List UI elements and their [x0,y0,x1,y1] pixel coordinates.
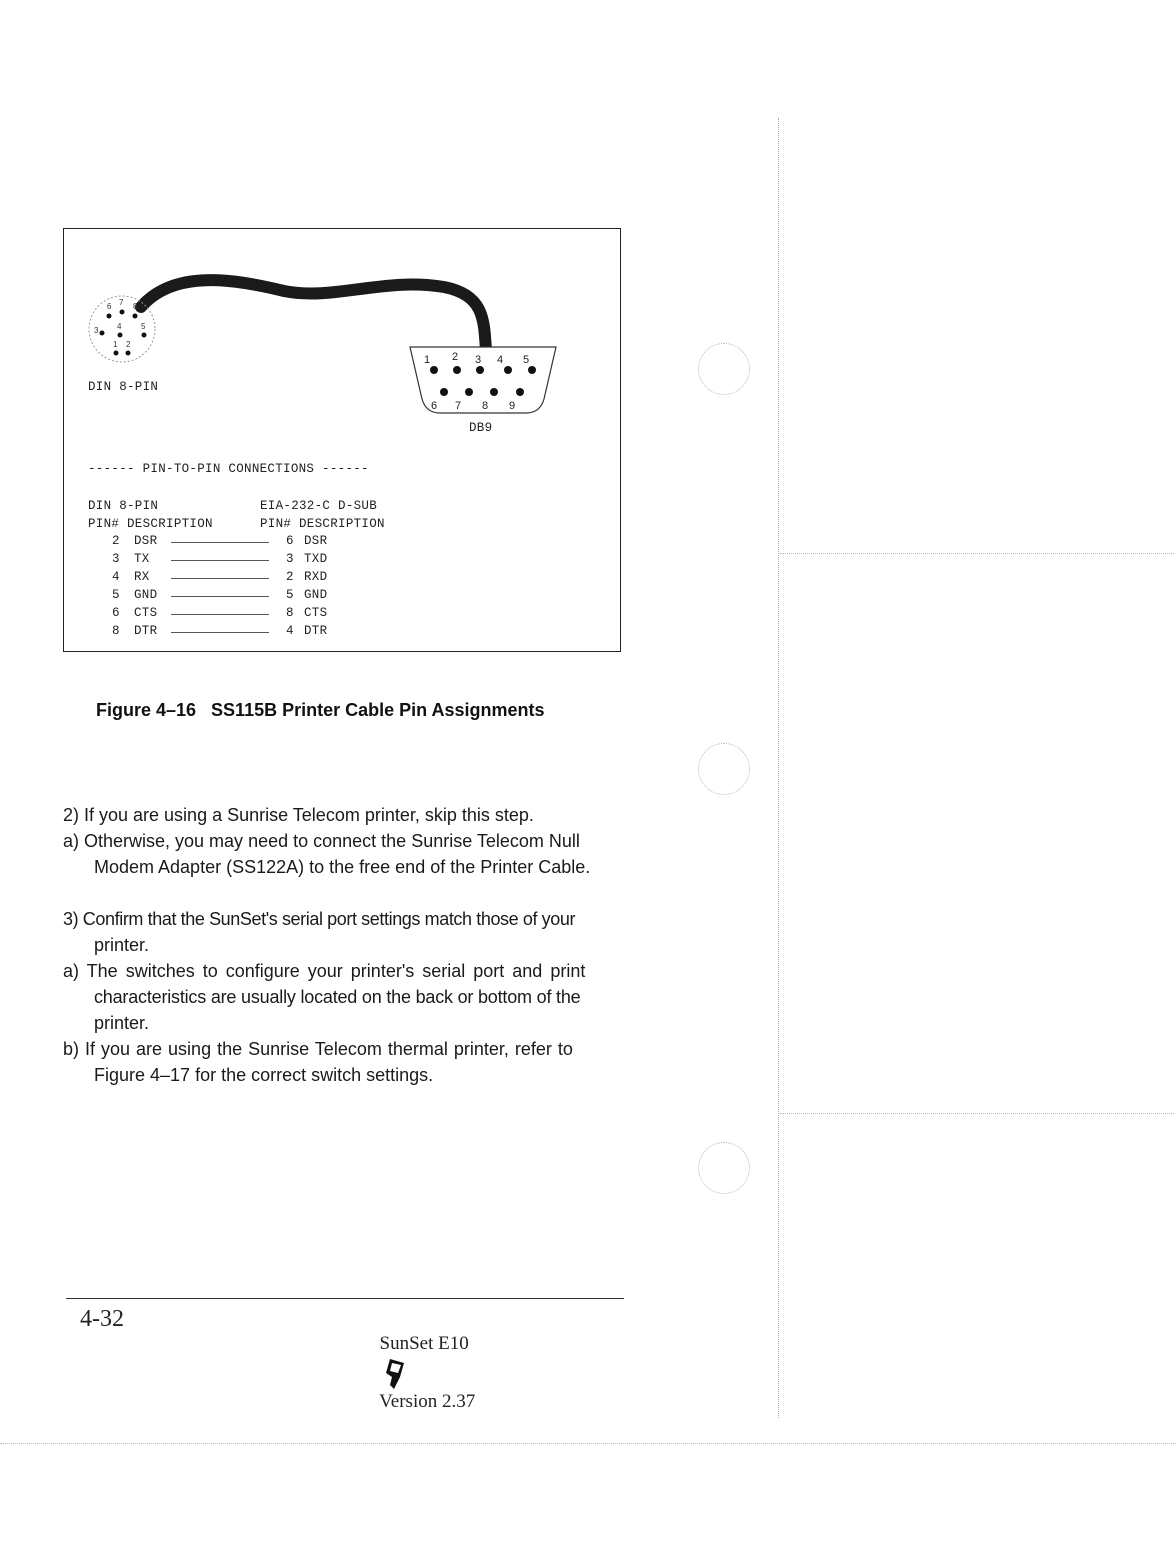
din-pin-label: 8 [133,302,138,311]
step-3-line-2: printer. [94,935,150,955]
right-pin-number: 8 [286,606,294,620]
din-pin-label: 5 [141,322,146,331]
db9-pin-label: 1 [424,354,431,366]
right-pin-description: TXD [304,552,328,566]
db9-pin-label: 6 [431,400,438,412]
din-pin-label: 6 [107,302,112,311]
right-column-subheader: PIN# DESCRIPTION [260,517,385,531]
connection-line [171,542,269,543]
footer-product-line [370,1311,475,1413]
connection-line [171,632,269,633]
step-2a-line-2: Modem Adapter (SS122A) to the free end of the Printer Cable. [94,857,591,877]
right-pin-description: CTS [304,606,328,620]
table-row [64,534,620,552]
step-3b-line-1: b) If you are using the Sunrise Telecom thermal printer, refer to [63,1039,573,1059]
divider-dotted-line [780,1113,1174,1114]
db9-pin-label: 8 [482,400,489,412]
din-pin-label: 2 [126,340,131,349]
left-pin-number: 8 [112,624,120,638]
left-pin-number: 5 [112,588,120,602]
figure-box [63,228,621,652]
din-pin-label: 1 [113,340,118,349]
left-column-subheader: PIN# DESCRIPTION [88,517,213,531]
right-pin-description: DSR [304,534,328,548]
product-version: Version 2.37 [379,1391,476,1412]
table-row [64,606,620,624]
punch-hole-icon [698,1142,750,1194]
product-name: SunSet E10 [379,1333,469,1354]
left-pin-description: DSR [134,534,158,548]
binder-edge-line [778,118,779,1418]
db9-pin-label: 9 [509,400,516,412]
right-pin-number: 5 [286,588,294,602]
left-pin-description: DTR [134,624,158,638]
footer-rule [66,1298,624,1299]
divider-dotted-line [780,553,1174,554]
left-pin-number: 2 [112,534,120,548]
right-pin-number: 4 [286,624,294,638]
db9-pin-label: 7 [455,400,462,412]
left-pin-description: CTS [134,606,158,620]
din-pin-label: 7 [119,298,124,307]
db9-pin-label: 5 [523,354,530,366]
right-pin-number: 6 [286,534,294,548]
figure-caption: Figure 4–16 SS115B Printer Cable Pin Assignments [96,700,545,720]
step-2a-line-1: a) Otherwise, you may need to connect the Sunrise Telecom Null [63,831,580,851]
db9-pin-label: 3 [475,354,482,366]
step-3-line-1: 3) Confirm that the SunSet's serial port settings match those of your [63,909,576,929]
step-3a-line-1: a) The switches to configure your printer's serial port and print [63,961,586,981]
handset-logo-icon [382,1355,408,1391]
table-row [64,588,620,606]
left-pin-number: 3 [112,552,120,566]
right-pin-description: GND [304,588,328,602]
din-pin-label: 3 [94,326,99,335]
right-pin-description: DTR [304,624,328,638]
din-label: DIN 8-PIN [88,380,159,394]
left-pin-number: 6 [112,606,120,620]
cable [141,280,486,351]
left-column-header: DIN 8-PIN [88,499,159,513]
table-row [64,624,620,642]
bottom-dotted-line [0,1443,1176,1444]
db9-pin-label: 4 [497,354,504,366]
page-number: 4-32 [80,1306,124,1332]
step-3a-line-3: printer. [94,1013,150,1033]
connections-title: ------ PIN-TO-PIN CONNECTIONS ------ [88,462,369,476]
punch-hole-icon [698,743,750,795]
left-pin-number: 4 [112,570,120,584]
connection-line [171,596,269,597]
left-pin-description: RX [134,570,150,584]
connection-line [171,560,269,561]
din-pin-label: 4 [117,322,122,331]
db9-label: DB9 [469,421,493,435]
left-pin-description: GND [134,588,158,602]
step-3a-line-2: characteristics are usually located on the back or bottom of the [94,987,581,1007]
step-2: 2) If you are using a Sunrise Telecom printer, skip this step. [63,805,534,825]
left-pin-description: TX [134,552,150,566]
step-3b-line-2: Figure 4–17 for the correct switch settings. [94,1065,434,1085]
table-row [64,552,620,570]
connection-line [171,578,269,579]
right-pin-number: 2 [286,570,294,584]
right-pin-description: RXD [304,570,328,584]
right-column-header: EIA-232-C D-SUB [260,499,378,513]
table-row [64,570,620,588]
punch-hole-icon [698,343,750,395]
connection-line [171,614,269,615]
right-pin-number: 3 [286,552,294,566]
db9-pin-label: 2 [452,351,459,363]
